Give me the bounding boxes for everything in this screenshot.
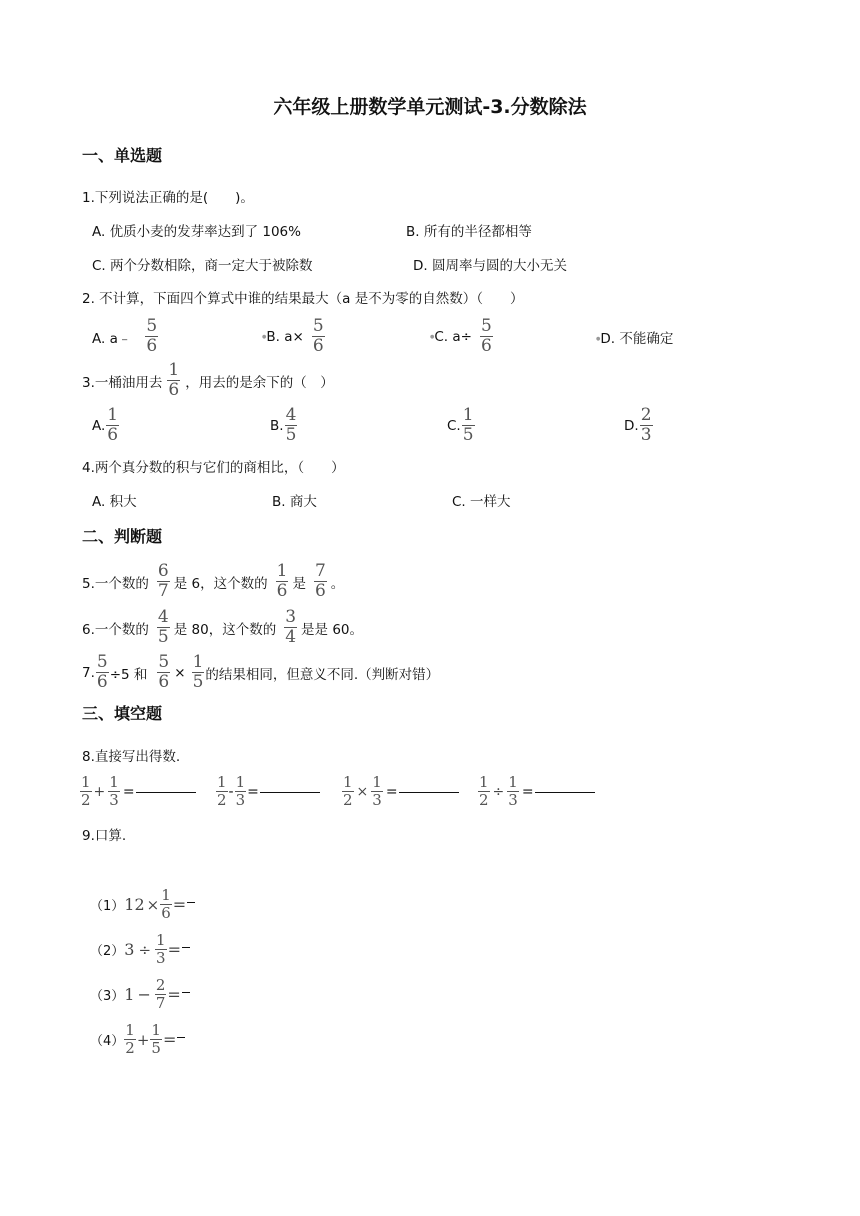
minus-sign: − (137, 985, 151, 1004)
denominator: 6 (158, 672, 170, 692)
fraction-5-6 (157, 654, 170, 691)
equals-sign: = (247, 783, 259, 800)
question-2-stem: 2. 不计算，下面四个算式中谁的结果最大（a 是不为零的自然数）（ ） (82, 291, 524, 307)
equals-sign: = (385, 783, 398, 800)
answer-blank[interactable] (260, 791, 320, 793)
numerator: 5 (146, 316, 158, 336)
numerator: 5 (158, 652, 170, 672)
denominator: 6 (107, 425, 119, 445)
numerator: 1 (168, 360, 180, 380)
question-6 (82, 609, 363, 646)
denominator: 6 (314, 581, 326, 601)
denominator: 5 (285, 425, 297, 445)
answer-blank[interactable] (177, 1037, 185, 1038)
fraction-1-6 (106, 407, 119, 444)
numerator: 1 (462, 405, 474, 425)
denominator: 3 (235, 791, 246, 809)
question-text: 6.一个数的 (82, 621, 149, 638)
denominator: 3 (109, 791, 119, 809)
question-4-option-a[interactable]: A. 积大 (92, 494, 137, 510)
fraction-1-3 (507, 775, 519, 808)
section-heading-fill-in: 三、填空题 (82, 704, 163, 723)
denominator: 6 (161, 904, 171, 922)
denominator: 2 (343, 791, 353, 809)
bullet-dot: ● (596, 336, 601, 342)
fraction-1-3 (108, 775, 120, 808)
denominator: 6 (480, 336, 492, 356)
question-9-item-2 (90, 933, 190, 966)
question-1-stem: 1.下列说法正确的是( )。 (82, 190, 254, 206)
equals-sign: = (521, 783, 534, 800)
fraction-4-5 (285, 407, 298, 444)
fraction-1-5 (192, 654, 205, 691)
fraction-6-7 (157, 563, 170, 600)
question-text: 5.一个数的 (82, 575, 149, 592)
denominator: 5 (151, 1039, 161, 1057)
fraction-1-3 (235, 775, 247, 808)
fraction-1-5 (462, 407, 475, 444)
question-9-item-3 (90, 978, 190, 1011)
times-sign: × (174, 664, 186, 681)
question-4-option-b[interactable]: B. 商大 (272, 494, 317, 510)
question-3-option-d[interactable] (624, 407, 656, 444)
item-number: （3） (90, 989, 125, 1004)
fraction-2-7 (155, 978, 167, 1011)
fraction-4-5 (157, 609, 170, 646)
page-title: 六年级上册数学单元测试-3.分数除法 (273, 96, 587, 118)
numerator: 5 (480, 316, 492, 336)
plus-sign: + (93, 783, 106, 800)
question-8-expression-3 (342, 775, 459, 808)
numerator: 1 (156, 931, 166, 949)
numerator: 3 (285, 607, 297, 627)
option-label: B. (270, 417, 284, 434)
option-label: A. (92, 417, 106, 434)
question-9-stem: 9.口算. (82, 828, 127, 844)
question-3-option-b[interactable] (270, 407, 300, 444)
question-3-stem (82, 362, 334, 399)
fraction-1-5 (150, 1023, 162, 1056)
numerator: 1 (81, 773, 91, 791)
number: 1 (124, 985, 135, 1004)
fraction-1-6 (167, 362, 180, 399)
denominator: 2 (81, 791, 91, 809)
numerator: 1 (217, 773, 227, 791)
question-4-option-c[interactable]: C. 一样大 (452, 494, 511, 510)
question-text: ÷5 和 (109, 666, 148, 683)
fraction-7-6 (314, 563, 327, 600)
question-8-expression-4 (478, 775, 595, 808)
denominator: 2 (479, 791, 489, 809)
question-9-item-4 (90, 1023, 185, 1056)
equals-sign: = (162, 1030, 177, 1049)
denominator: 6 (146, 336, 158, 356)
bullet-dot: ● (262, 333, 267, 340)
numerator: 4 (157, 607, 169, 627)
fraction-1-6 (276, 563, 289, 600)
answer-blank[interactable] (182, 992, 190, 993)
numerator: 5 (312, 316, 324, 336)
fraction-5-6 (480, 318, 493, 355)
fraction-1-2 (216, 775, 228, 808)
denominator: 2 (125, 1039, 135, 1057)
equals-sign: = (167, 985, 181, 1004)
denominator: 6 (312, 336, 324, 356)
numerator: 1 (479, 773, 489, 791)
denominator: 3 (508, 791, 518, 809)
question-8-stem: 8.直接写出得数. (82, 749, 181, 765)
stem-text-before: 3.一桶油用去 (82, 374, 163, 391)
denominator: 3 (640, 425, 652, 445)
item-number: （2） (90, 944, 125, 959)
denominator: 7 (157, 581, 169, 601)
denominator: 2 (217, 791, 227, 809)
numerator: 5 (96, 652, 108, 672)
equals-sign: = (167, 940, 181, 959)
question-7 (82, 654, 439, 691)
question-8-expression-1 (80, 775, 196, 808)
question-1-option-b[interactable]: B. 所有的半径都相等 (406, 224, 532, 240)
option-label: A. a﹣ (92, 330, 132, 347)
question-5 (82, 563, 344, 600)
numerator: 1 (151, 1021, 161, 1039)
equals-sign: = (122, 783, 135, 800)
answer-blank[interactable] (136, 791, 196, 793)
item-number: （4） (90, 1034, 125, 1049)
minus-sign: - (228, 783, 234, 800)
question-4-stem: 4.两个真分数的积与它们的商相比，（ ） (82, 460, 345, 476)
plus-sign: + (136, 1030, 150, 1049)
option-label: D. 不能确定 (600, 331, 674, 347)
question-2-option-a[interactable] (92, 318, 161, 355)
option-label: B. a× (266, 328, 304, 345)
equals-sign: = (172, 895, 187, 914)
fraction-2-3 (640, 407, 653, 444)
denominator: 5 (462, 425, 474, 445)
stem-text-after: ，用去的是余下的（ ） (185, 374, 334, 391)
question-text: 7. (82, 664, 95, 681)
question-text: 是是 60。 (301, 621, 364, 638)
number: 12 (124, 895, 145, 914)
fraction-1-2 (478, 775, 490, 808)
fraction-5-6 (145, 318, 158, 355)
option-label: C. (447, 417, 461, 434)
fraction-1-2 (80, 775, 92, 808)
question-1-option-d[interactable]: D. 圆周率与圆的大小无关 (413, 258, 567, 274)
denominator: 5 (157, 627, 169, 647)
answer-blank[interactable] (399, 791, 459, 793)
question-1-option-c[interactable]: C. 两个分数相除，商一定大于被除数 (92, 258, 313, 274)
numerator: 1 (508, 773, 518, 791)
numerator: 1 (107, 405, 119, 425)
option-label: C. a÷ (434, 328, 472, 345)
section-heading-single-choice: 一、单选题 (82, 146, 163, 165)
question-text: 。 (330, 575, 345, 592)
number: 3 (124, 940, 135, 959)
question-2-option-d[interactable] (596, 327, 673, 347)
question-2-option-c[interactable] (430, 318, 496, 355)
question-8-expression-2 (216, 775, 320, 808)
question-text: 是 6，这个数的 (173, 575, 268, 592)
bullet-dot: ● (430, 333, 435, 340)
numerator: 4 (285, 405, 297, 425)
numerator: 1 (276, 561, 288, 581)
fraction-1-2 (342, 775, 354, 808)
fraction-1-3 (371, 775, 383, 808)
times-sign: × (356, 783, 369, 800)
denominator: 7 (155, 994, 166, 1012)
question-3-option-a[interactable] (92, 407, 122, 444)
fraction-1-6 (160, 888, 172, 921)
numerator: 1 (109, 773, 119, 791)
times-sign: × (146, 895, 160, 914)
denominator: 6 (168, 380, 180, 400)
division-sign: ÷ (492, 783, 505, 800)
answer-blank[interactable] (187, 902, 195, 903)
denominator: 6 (96, 672, 108, 692)
fraction-3-4 (284, 609, 297, 646)
numerator: 1 (343, 773, 353, 791)
numerator: 1 (161, 886, 171, 904)
fraction-1-2 (124, 1023, 136, 1056)
numerator: 2 (155, 976, 166, 994)
question-2-option-b[interactable] (262, 318, 328, 355)
denominator: 3 (372, 791, 382, 809)
item-number: （1） (90, 899, 125, 914)
division-sign: ÷ (138, 940, 152, 959)
numerator: 2 (640, 405, 652, 425)
numerator: 1 (372, 773, 382, 791)
section-heading-true-false: 二、判断题 (82, 527, 163, 546)
denominator: 4 (285, 627, 297, 647)
answer-blank[interactable] (182, 947, 190, 948)
denominator: 3 (156, 949, 166, 967)
numerator: 1 (192, 652, 204, 672)
numerator: 7 (314, 561, 326, 581)
question-text: 是 (292, 575, 306, 592)
question-text: 的结果相同，但意义不同.（判断对错） (205, 666, 440, 683)
question-9-item-1 (90, 888, 195, 921)
fraction-5-6 (96, 654, 109, 691)
numerator: 1 (235, 773, 246, 791)
question-3-option-c[interactable] (447, 407, 478, 444)
fraction-1-3 (155, 933, 167, 966)
answer-blank[interactable] (535, 791, 595, 793)
option-label: D. (624, 417, 639, 434)
question-text: 是 80，这个数的 (173, 621, 277, 638)
numerator: 6 (157, 561, 169, 581)
fraction-5-6 (312, 318, 325, 355)
question-1-option-a[interactable]: A. 优质小麦的发芽率达到了 106% (92, 224, 301, 240)
denominator: 5 (192, 672, 204, 692)
numerator: 1 (125, 1021, 135, 1039)
denominator: 6 (276, 581, 288, 601)
